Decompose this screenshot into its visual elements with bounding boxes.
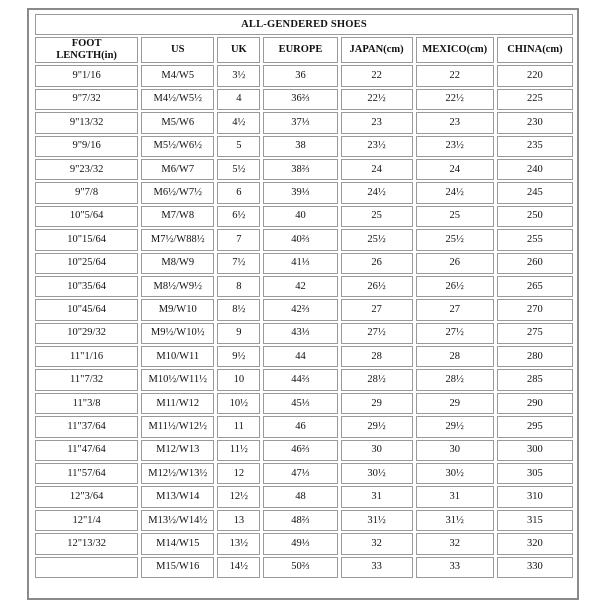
europe-cell: 39⅓ [263,182,337,203]
us-cell: M5/W6 [141,112,214,133]
japan-cell: 22 [341,65,413,86]
china-cell: 310 [497,486,573,507]
europe-cell: 45⅓ [263,393,337,414]
japan-cell: 25 [341,206,413,227]
europe-cell: 42⅔ [263,299,337,320]
china-cell: 240 [497,159,573,180]
uk-cell: 10½ [217,393,260,414]
europe-cell: 49⅓ [263,533,337,554]
japan-cell: 30½ [341,463,413,484]
us-cell: M13/W14 [141,486,214,507]
mexico-cell: 31 [416,486,494,507]
foot-length-cell: 12"1/4 [35,510,138,531]
table-row [35,463,573,484]
china-cell: 225 [497,89,573,110]
foot-length-cell: 11"47/64 [35,440,138,461]
europe-cell: 50⅔ [263,557,337,578]
uk-cell: 12 [217,463,260,484]
uk-cell: 6½ [217,206,260,227]
foot-length-cell: 10"5/64 [35,206,138,227]
mexico-cell: 29 [416,393,494,414]
us-cell: M11½/W12½ [141,416,214,437]
mexico-cell: 26½ [416,276,494,297]
japan-cell: 31½ [341,510,413,531]
china-cell: 285 [497,369,573,390]
uk-cell: 8½ [217,299,260,320]
china-cell: 280 [497,346,573,367]
table-row [35,323,573,344]
mexico-cell: 32 [416,533,494,554]
europe-cell: 38⅔ [263,159,337,180]
header-foot-line1: FOOT [71,38,102,50]
uk-cell: 7½ [217,253,260,274]
foot-length-cell: 11"3/8 [35,393,138,414]
foot-length-cell: 9"9/16 [35,136,138,157]
china-cell: 305 [497,463,573,484]
china-cell: 255 [497,229,573,250]
foot-length-cell: 11"1/16 [35,346,138,367]
us-cell: M6½/W7½ [141,182,214,203]
mexico-cell: 30½ [416,463,494,484]
mexico-cell: 31½ [416,510,494,531]
mexico-cell: 22½ [416,89,494,110]
table-row [35,393,573,414]
foot-length-cell: 9"7/8 [35,182,138,203]
foot-length-cell: 11"7/32 [35,369,138,390]
header-foot-line2: LENGTH(in) [56,50,117,62]
japan-cell: 24½ [341,182,413,203]
header-china: CHINA(cm) [497,37,573,63]
foot-length-cell: 10"15/64 [35,229,138,250]
uk-cell: 11 [217,416,260,437]
japan-cell: 23 [341,112,413,133]
japan-cell: 26½ [341,276,413,297]
china-cell: 270 [497,299,573,320]
mexico-cell: 27½ [416,323,494,344]
foot-length-cell: 10"35/64 [35,276,138,297]
us-cell: M15/W16 [141,557,214,578]
europe-cell: 46⅔ [263,440,337,461]
table-row [35,253,573,274]
foot-length-cell: 10"29/32 [35,323,138,344]
table-row [35,136,573,157]
europe-cell: 44⅔ [263,369,337,390]
europe-cell: 48 [263,486,337,507]
us-cell: M6/W7 [141,159,214,180]
us-cell: M9/W10 [141,299,214,320]
japan-cell: 28½ [341,369,413,390]
europe-cell: 36⅔ [263,89,337,110]
size-chart-frame [27,8,579,600]
table-row [35,65,573,86]
mexico-cell: 24½ [416,182,494,203]
japan-cell: 24 [341,159,413,180]
china-cell: 230 [497,112,573,133]
china-cell: 295 [497,416,573,437]
europe-cell: 40 [263,206,337,227]
japan-cell: 28 [341,346,413,367]
uk-cell: 11½ [217,440,260,461]
europe-cell: 48⅔ [263,510,337,531]
foot-length-cell: 9"23/32 [35,159,138,180]
table-row [35,510,573,531]
japan-cell: 29 [341,393,413,414]
europe-cell: 40⅔ [263,229,337,250]
uk-cell: 4 [217,89,260,110]
us-cell: M4/W5 [141,65,214,86]
foot-length-cell: 9"13/32 [35,112,138,133]
title-row [35,14,573,35]
us-cell: M4½/W5½ [141,89,214,110]
foot-length-cell: 12"3/64 [35,486,138,507]
japan-cell: 23½ [341,136,413,157]
japan-cell: 27½ [341,323,413,344]
europe-cell: 36 [263,65,337,86]
china-cell: 315 [497,510,573,531]
europe-cell: 47⅓ [263,463,337,484]
uk-cell: 6 [217,182,260,203]
foot-length-cell: 10"45/64 [35,299,138,320]
japan-cell: 22½ [341,89,413,110]
china-cell: 320 [497,533,573,554]
uk-cell: 9 [217,323,260,344]
header-row [35,37,573,63]
japan-cell: 30 [341,440,413,461]
table-row [35,557,573,578]
mexico-cell: 25½ [416,229,494,250]
europe-cell: 44 [263,346,337,367]
mexico-cell: 29½ [416,416,494,437]
uk-cell: 14½ [217,557,260,578]
table-row [35,299,573,320]
uk-cell: 5 [217,136,260,157]
table-body [35,65,573,578]
china-cell: 245 [497,182,573,203]
header-japan: JAPAN(cm) [341,37,413,63]
china-cell: 300 [497,440,573,461]
uk-cell: 13½ [217,533,260,554]
table-row [35,416,573,437]
mexico-cell: 27 [416,299,494,320]
europe-cell: 38 [263,136,337,157]
mexico-cell: 23 [416,112,494,133]
table-row [35,346,573,367]
us-cell: M12½/W13½ [141,463,214,484]
europe-cell: 41⅓ [263,253,337,274]
china-cell: 330 [497,557,573,578]
foot-length-cell: 9"7/32 [35,89,138,110]
japan-cell: 33 [341,557,413,578]
us-cell: M9½/W10½ [141,323,214,344]
header-europe: EUROPE [263,37,337,63]
us-cell: M12/W13 [141,440,214,461]
shoe-size-table [32,12,576,580]
table-row [35,533,573,554]
japan-cell: 31 [341,486,413,507]
europe-cell: 42 [263,276,337,297]
europe-cell: 43⅓ [263,323,337,344]
uk-cell: 3½ [217,65,260,86]
japan-cell: 26 [341,253,413,274]
china-cell: 275 [497,323,573,344]
header-foot-length [35,37,138,63]
mexico-cell: 23½ [416,136,494,157]
foot-length-cell [35,557,138,578]
mexico-cell: 26 [416,253,494,274]
japan-cell: 32 [341,533,413,554]
japan-cell: 25½ [341,229,413,250]
mexico-cell: 25 [416,206,494,227]
us-cell: M14/W15 [141,533,214,554]
us-cell: M5½/W6½ [141,136,214,157]
uk-cell: 12½ [217,486,260,507]
china-cell: 235 [497,136,573,157]
china-cell: 265 [497,276,573,297]
mexico-cell: 22 [416,65,494,86]
table-row [35,486,573,507]
table-row [35,229,573,250]
us-cell: M13½/W14½ [141,510,214,531]
us-cell: M10/W11 [141,346,214,367]
us-cell: M8/W9 [141,253,214,274]
header-us: US [141,37,214,63]
china-cell: 290 [497,393,573,414]
europe-cell: 46 [263,416,337,437]
uk-cell: 4½ [217,112,260,133]
table-row [35,182,573,203]
foot-length-cell: 11"57/64 [35,463,138,484]
table-row [35,112,573,133]
china-cell: 220 [497,65,573,86]
uk-cell: 10 [217,369,260,390]
table-row [35,369,573,390]
header-uk: UK [217,37,260,63]
table-row [35,89,573,110]
table-row [35,206,573,227]
uk-cell: 13 [217,510,260,531]
uk-cell: 7 [217,229,260,250]
table-row [35,440,573,461]
mexico-cell: 24 [416,159,494,180]
mexico-cell: 28½ [416,369,494,390]
us-cell: M8½/W9½ [141,276,214,297]
us-cell: M7/W8 [141,206,214,227]
china-cell: 250 [497,206,573,227]
us-cell: M10½/W11½ [141,369,214,390]
mexico-cell: 33 [416,557,494,578]
table-row [35,276,573,297]
foot-length-cell: 9"1/16 [35,65,138,86]
us-cell: M7½/W88½ [141,229,214,250]
japan-cell: 27 [341,299,413,320]
foot-length-cell: 10"25/64 [35,253,138,274]
uk-cell: 9½ [217,346,260,367]
japan-cell: 29½ [341,416,413,437]
header-mexico: MEXICO(cm) [416,37,494,63]
mexico-cell: 30 [416,440,494,461]
foot-length-cell: 11"37/64 [35,416,138,437]
uk-cell: 8 [217,276,260,297]
europe-cell: 37⅓ [263,112,337,133]
china-cell: 260 [497,253,573,274]
table-title: ALL-GENDERED SHOES [35,14,573,35]
table-row [35,159,573,180]
foot-length-cell: 12"13/32 [35,533,138,554]
us-cell: M11/W12 [141,393,214,414]
mexico-cell: 28 [416,346,494,367]
uk-cell: 5½ [217,159,260,180]
